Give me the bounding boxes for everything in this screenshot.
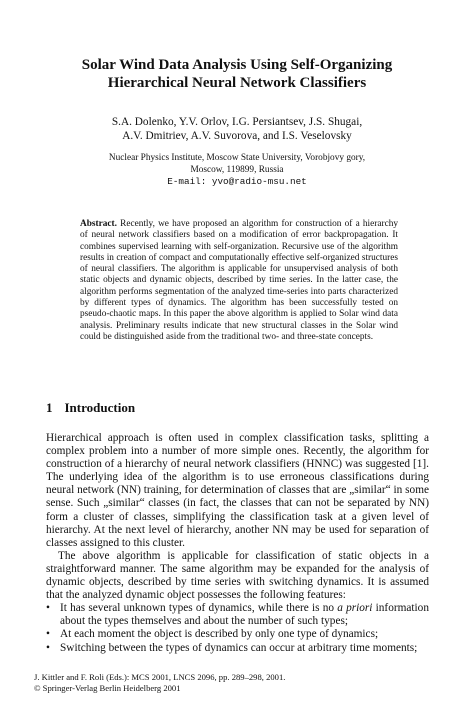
list-item (46, 642, 429, 655)
affiliation-line-2: Moscow, 119899, Russia (190, 164, 284, 175)
paper-title: Solar Wind Data Analysis Using Self-Organizing Hierarchical Neural Network Classifiers (81, 57, 393, 91)
footer-line-2: © Springer-Verlag Berlin Heidelberg 2001 (34, 683, 181, 693)
footer-line-1: J. Kittler and F. Roli (Eds.): MCS 2001, LNCS 2096, pp. 289–298, 2001. (34, 672, 286, 682)
abstract-text: Recently, we have proposed an algorithm for construction of a hierarchy of neural network classifiers based on a modification of error backpropagation. It combines supervised learning with self-organization. Recursive use of the algorithm results in creation of compact and computationally effective self-organized structures of neural classifiers. The algorithm is applicable for unsupervised analysis of both static objects and dynamic objects, described by time series. In the latter case, the algorithm performs segmentation of the analyzed time-series into parts characterized by different types of dynamics. The algorithm has been successfully tested on pseudo-chaotic maps. In this paper the above algorithm is applied to Solar wind data analysis. Preliminary results indicate that new structural classes in the Solar wind could be distinguished aside from the traditional two- and three-state concepts. (80, 219, 399, 342)
authors-line-2: A.V. Dmitriev, A.V. Suvorova, and I.S. Veselovsky (122, 130, 352, 142)
abstract (80, 219, 398, 343)
email-address: E-mail: yvo@radio-msu.net (167, 176, 307, 187)
authors-line-1: S.A. Dolenko, Y.V. Orlov, I.G. Persiantsev, J.S. Shugai, (111, 116, 363, 128)
bullet-1-before: It has several unknown types of dynamics, while there is no (60, 602, 338, 615)
bullet-icon: • (46, 628, 50, 641)
section-heading (46, 400, 135, 416)
bullet-1-after: information about the types themselves and about the number of such types; (60, 602, 429, 628)
list-item (46, 628, 429, 641)
affiliation-line-1: Nuclear Physics Institute, Moscow State University, Vorobjovy gory, (108, 153, 366, 163)
paragraph-1: Hierarchical approach is often used in complex classification tasks, splitting a complex problem into a number of more simple ones. Recently, the algorithm for construction of a hierarchy of neural network classifiers (HNNC) was suggested [1]. The underlying idea of the algorithm is to use erroneous classifications during neural network (NN) training, for determination of classes that are „similar“ in some sense. Such „similar“ classes (in fact, the classes that can not be separated by NN) form a cluster of classes, simplifying the classification task at a given level of hierarchy. At the next level of hierarchy, another NN may be used for separation of classes assigned to this cluster. (46, 432, 429, 549)
section-number: 1 (46, 400, 53, 415)
citation-footer (34, 672, 285, 694)
bullet-2-text: At each moment the object is described by only one type of dynamics; (60, 628, 379, 641)
bullet-icon: • (46, 602, 50, 615)
list-item (46, 602, 429, 628)
feature-list (46, 602, 429, 654)
bullet-3-text: Switching between the types of dynamics can occur at arbitrary time moments; (60, 641, 418, 654)
bullet-1-italic: a priori (337, 602, 373, 615)
paragraph-2: The above algorithm is applicable for classification of static objects in a straightforward manner. The same algorithm may be expanded for the analysis of dynamic objects, described by time series with switching dynamics. It is assumed that the analyzed dynamic object possesses the following features: (46, 549, 429, 602)
affiliation (40, 153, 434, 188)
abstract-label: Abstract. (80, 219, 117, 229)
section-title: Introduction (64, 400, 136, 415)
author-list (40, 115, 434, 143)
bullet-icon: • (46, 641, 50, 654)
body-text (46, 432, 429, 655)
